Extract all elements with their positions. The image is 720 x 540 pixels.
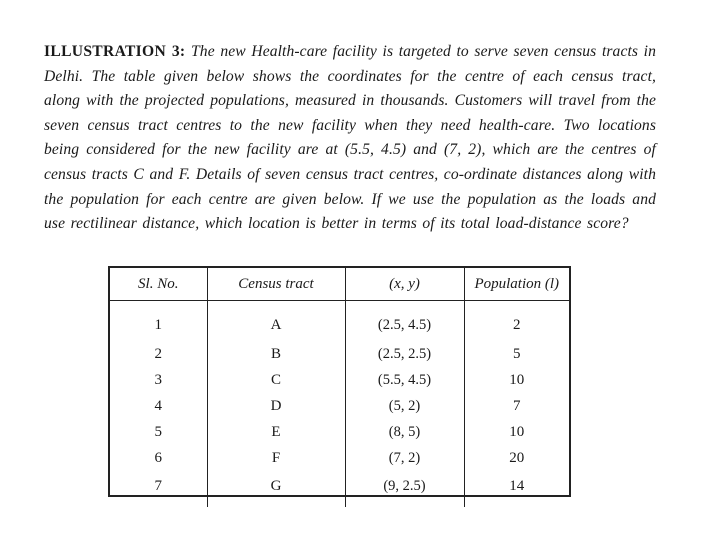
cell-sl-no: 3 [110, 367, 207, 393]
cell-coordinates: (9, 2.5) [345, 471, 464, 507]
cell-census-tract: E [207, 419, 345, 445]
header-sl-no: Sl. No. [110, 268, 207, 301]
table-row [110, 393, 569, 419]
header-coordinates: (x, y) [345, 268, 464, 301]
cell-census-tract: G [207, 471, 345, 507]
cell-census-tract: C [207, 367, 345, 393]
table-row [110, 471, 569, 507]
cell-population: 20 [509, 449, 525, 466]
cell-sl-no: 2 [110, 341, 207, 367]
cell-sl-no: 4 [110, 393, 207, 419]
illustration-label: ILLUSTRATION 3: [44, 43, 186, 60]
cell-sl-no: 6 [110, 445, 207, 471]
table-header-row [110, 268, 569, 301]
cell-census-tract: D [207, 393, 345, 419]
cell-census-tract: F [207, 445, 345, 471]
table-row [110, 419, 569, 445]
census-table [108, 266, 571, 497]
cell-sl-no: 5 [110, 419, 207, 445]
cell-population: 2 [513, 316, 521, 333]
cell-coordinates: (7, 2) [345, 445, 464, 471]
cell-population: 5 [513, 345, 521, 362]
table-row [110, 445, 569, 471]
cell-census-tract: A [207, 301, 345, 342]
cell-census-tract: B [207, 341, 345, 367]
problem-statement [44, 40, 656, 237]
cell-population: 10 [509, 371, 525, 388]
cell-population: 7 [513, 397, 521, 414]
cell-coordinates: (5, 2) [345, 393, 464, 419]
cell-coordinates: (2.5, 4.5) [345, 301, 464, 342]
cell-population: 10 [509, 423, 525, 440]
illustration-text: The new Health-care facility is targeted to serve seven census tracts in Delhi. The table given below shows the coordinates for the centre of each census tract, along with the projected populations, measured in thousands. Customers will travel from the seven census tract centres to the new facility when they need health-care. Two locations being considered for the new facility are at (5.5, 4.5) and (7, 2), which are the centres of census tracts C and F. Details of seven census tract centres, co-ordinate distances along with the population for each centre are given below. If we use the population as the loads and use rectilinear distance, which location is better in terms of its total load-distance score? [44, 43, 656, 233]
header-census-tract: Census tract [207, 268, 345, 301]
cell-coordinates: (8, 5) [345, 419, 464, 445]
cell-sl-no: 1 [110, 301, 207, 342]
cell-sl-no: 7 [110, 471, 207, 507]
cell-coordinates: (5.5, 4.5) [345, 367, 464, 393]
table-row [110, 341, 569, 367]
cell-coordinates: (2.5, 2.5) [345, 341, 464, 367]
table-row [110, 367, 569, 393]
table-row [110, 301, 569, 342]
header-population: Population (l) [464, 268, 569, 301]
cell-population: 14 [509, 477, 525, 494]
